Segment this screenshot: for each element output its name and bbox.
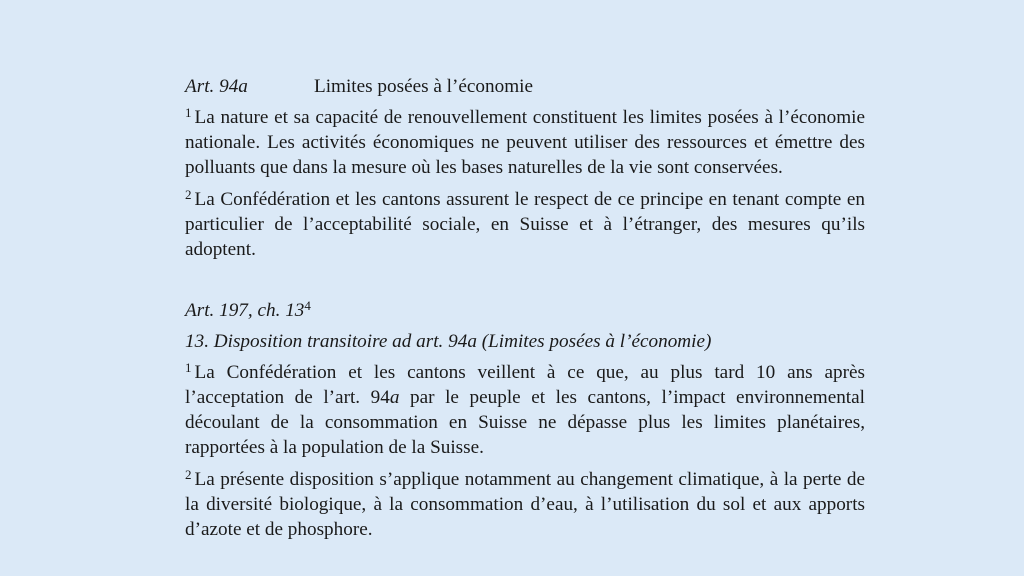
paragraph-number: 2 xyxy=(185,467,192,483)
footnote-marker: 4 xyxy=(304,298,311,314)
paragraph-text: La Confédération et les cantons assurent le respect de ce principe en tenant compte en particulier de l’acceptabilité sociale, en Suisse et à l’étranger, des mesures qu’ils adoptent. xyxy=(185,189,865,260)
article-197-paragraph-1 xyxy=(185,360,865,460)
document-body xyxy=(185,74,865,549)
article-94a-title: Limites posées à l’économie xyxy=(314,76,533,97)
paragraph-text-italic: a xyxy=(389,387,400,408)
paragraph-number: 1 xyxy=(185,360,192,376)
article-94a-ref: Art. 94a xyxy=(185,76,248,97)
paragraph-text: La nature et sa capacité de renouvellement constituent les limites posées à l’économie nationale. Les activités économiques ne peuvent utiliser des ressources et émettre des polluants que dans la mesure où les bases naturelles de la vie sont conservées. xyxy=(185,107,865,178)
paragraph-text-end: par le peuple et les cantons, l’impact environnemental découlant de la consommation en Suisse ne dépasse plus les limites planétaires, rapportées à la population de la Suisse. xyxy=(185,387,865,458)
article-197-heading xyxy=(185,298,865,323)
article-197-paragraph-2 xyxy=(185,467,865,542)
paragraph-text: La présente disposition s’applique notamment au changement climatique, à la perte de la diversité biologique, à la consommation d’eau, à l’utilisation du sol et aux apports d’azote et de phosphore. xyxy=(185,469,865,540)
article-94a-paragraph-2 xyxy=(185,187,865,262)
article-197-ref: Art. 197, ch. 13 xyxy=(185,300,305,321)
article-94a-heading xyxy=(185,74,865,99)
transitional-provision-title: 13. Disposition transitoire ad art. 94a (Limites posées à l’économie) xyxy=(185,331,712,352)
paragraph-number: 1 xyxy=(185,105,192,121)
paragraph-text-start: La Confédération et les cantons veillent à ce que, au plus tard 10 ans après l’acceptation de l’art. 94 xyxy=(185,362,865,408)
paragraph-number: 2 xyxy=(185,187,192,203)
section-spacer xyxy=(185,269,865,298)
article-94a-paragraph-1 xyxy=(185,105,865,180)
